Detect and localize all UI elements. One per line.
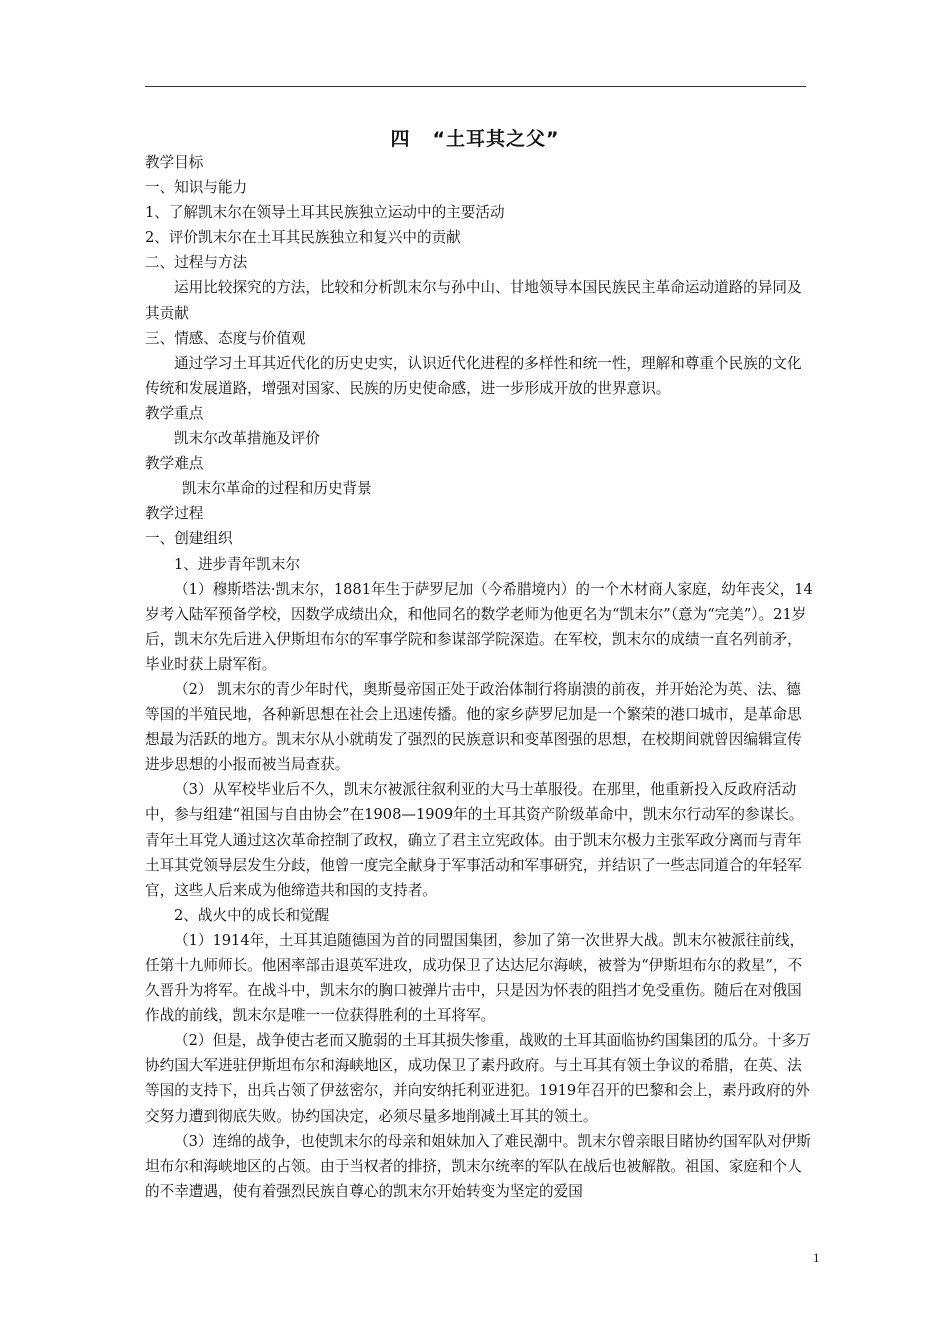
key-heading: 教学重点 <box>145 404 204 422</box>
header-rule <box>145 86 806 87</box>
key-text: 凯末尔改革措施及评价 <box>174 430 320 448</box>
section2-heading: 二、过程与方法 <box>145 254 248 272</box>
topic1-paragraph-2: （2） 凯末尔的青少年时代，奥斯曼帝国正处于政治体制行将崩溃的前夜，并开始沦为英、法、德等国的半殖民地，各种新思想在社会上迅速传播。他的家乡萨罗尼加是一个繁荣的港口城市，是革命思想最为活跃的地方。凯末尔从小就萌发了强烈的民族意识和变革图强的思想，在校期间就曾因编辑宣传进步思想的小报而被当局查获。 <box>145 680 802 774</box>
topic2-paragraph-3: （3）连绵的战争，也使凯末尔的母亲和姐妹加入了难民潮中。凯末尔曾亲眼目睹协约国军队对伊斯坦布尔和海峡地区的占领。由于当权者的排挤，凯末尔统率的军队在战后也被解散。祖国、家庭和个人的不幸遭遇，使有着强烈民族自尊心的凯末尔开始转变为坚定的爱国 <box>145 1132 811 1200</box>
difficulty-heading: 教学难点 <box>145 455 204 473</box>
topic2-paragraph-1: （1）1914年，土耳其追随德国为首的同盟国集团，参加了第一次世界大战。凯末尔被派往前线，任第十九师师长。他困率部击退英军进攻，成功保卫了达达尼尔海峡，被誉为“伊斯坦布尔的救星”，不久晋升为将军。在战斗中，凯末尔的胸口被弹片击中，只是因为怀表的阻挡才免受重伤。随后在对俄国作战的前线，凯末尔是唯一一位获得胜利的土耳将军。 <box>145 931 805 1025</box>
section1-heading: 一、知识与能力 <box>145 179 248 197</box>
page-number: 1 <box>813 1250 820 1265</box>
topic2-heading: 2、战火中的成长和觉醒 <box>174 906 330 924</box>
topic1-paragraph-3: （3）从军校毕业后不久，凯末尔被派往叙利亚的大马士革服役。在那里，他重新投入反政府活动中，参与组建“祖国与自由协会”在1908—1909年的土耳其资产阶级革命中，凯末尔行动军的参谋长。青年土耳党人通过这次革命控制了政权，确立了君主立宪政体。由于凯末尔极力主张军政分离而与青年土耳其党领导层发生分歧，他曾一度完全献身于军事活动和军事研究，并结识了一些志同道合的年轻军官，这些人后来成为他缔造共和国的支持者。 <box>145 781 804 899</box>
page-title <box>0 124 950 151</box>
document-body <box>145 150 813 1204</box>
section3-heading: 三、情感、态度与价值观 <box>145 329 306 347</box>
goal-item-2: 2、评价凯末尔在土耳其民族独立和复兴中的贡献 <box>145 229 461 247</box>
title-number: 四 <box>390 128 411 150</box>
topic1-heading: 1、进步青年凯末尔 <box>174 555 301 573</box>
attitude-paragraph: 通过学习土耳其近代化的历史史实，认识近代化进程的多样性和统一性，理解和尊重个民族的文化传统和发展道路，增强对国家、民族的历史使命感，进一步形成开放的世界意识。 <box>145 354 802 397</box>
process-heading: 教学过程 <box>145 505 204 523</box>
topic1-paragraph-1: （1）穆斯塔法·凯末尔，1881年生于萨罗尼加（今希腊境内）的一个木材商人家庭，幼年丧父，14岁考入陆军预备学校，因数学成绩出众，和他同名的数学老师为他更名为“凯末尔”（意为“完美”）。21岁后，凯末尔先后进入伊斯坦布尔的军事学院和参谋部学院深造。在军校，凯末尔的成绩一直名列前矛，毕业时获上尉军衔。 <box>145 580 813 673</box>
difficulty-text: 凯末尔革命的过程和历史背景 <box>182 480 372 498</box>
method-paragraph: 运用比较探究的方法，比较和分析凯末尔与孙中山、甘地领导本国民族民主革命运动道路的异同及其贡献 <box>145 279 802 322</box>
title-text: “土耳其之父” <box>432 128 560 150</box>
goals-heading: 教学目标 <box>145 154 204 171</box>
process-sub-heading: 一、创建组织 <box>145 530 233 548</box>
goal-item-1: 1、了解凯末尔在领导土耳其民族独立运动中的主要活动 <box>145 204 505 222</box>
topic2-paragraph-2: （2）但是，战争使古老而又脆弱的土耳其损失惨重，战败的土耳其面临协约国集团的瓜分。十多万协约国大军进驻伊斯坦布尔和海峡地区，成功保卫了素丹政府。与土耳其有领土争议的希腊，在英、法等国的支持下，出兵占领了伊兹密尔，并向安纳托利亚进犯。1919年召开的巴黎和会上，素丹政府的外交努力遭到彻底失败。协约国决定，必须尽量多地削减土耳其的领土。 <box>145 1032 811 1125</box>
